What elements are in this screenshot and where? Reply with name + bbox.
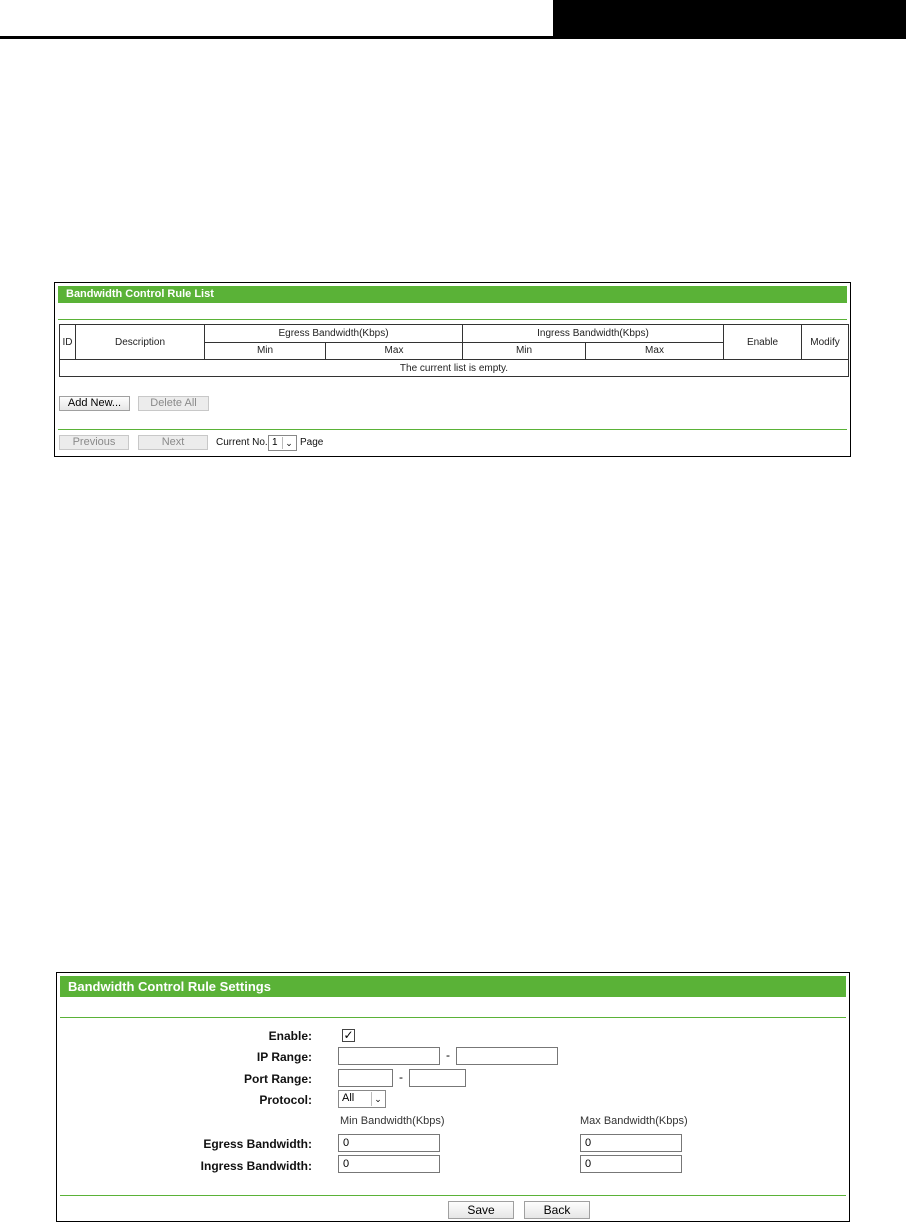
col-header-id: ID <box>60 325 76 360</box>
port-range-dash: - <box>399 1070 403 1084</box>
rule-list-divider-top <box>58 319 847 320</box>
ingress-bandwidth-label: Ingress Bandwidth: <box>200 1159 312 1173</box>
protocol-select-value: All <box>342 1092 355 1104</box>
add-new-button[interactable]: Add New... <box>59 396 130 411</box>
empty-list-message: The current list is empty. <box>60 360 849 377</box>
rule-list-title: Bandwidth Control Rule List <box>58 286 847 303</box>
rule-table <box>59 324 849 377</box>
egress-bandwidth-label: Egress Bandwidth: <box>203 1137 312 1151</box>
settings-divider-top <box>60 1017 846 1018</box>
col-header-ingress-max: Max <box>586 342 724 360</box>
back-button[interactable]: Back <box>524 1201 590 1219</box>
page-select-value: 1 <box>272 437 278 448</box>
protocol-label: Protocol: <box>259 1093 312 1107</box>
check-icon: ✓ <box>343 1028 354 1042</box>
ip-start-input[interactable] <box>338 1047 440 1065</box>
ip-range-label: IP Range: <box>256 1050 312 1064</box>
col-header-ingress-min: Min <box>463 342 586 360</box>
previous-button[interactable]: Previous <box>59 435 129 450</box>
col-header-egress-max: Max <box>326 342 463 360</box>
egress-min-input[interactable]: 0 <box>338 1134 440 1152</box>
col-header-description: Description <box>76 325 205 360</box>
rule-list-panel <box>54 282 851 457</box>
save-button[interactable]: Save <box>448 1201 514 1219</box>
enable-label: Enable: <box>268 1029 312 1043</box>
page-select[interactable] <box>268 435 297 451</box>
enable-checkbox[interactable] <box>342 1029 355 1042</box>
port-end-input[interactable] <box>409 1069 466 1087</box>
ingress-max-input[interactable]: 0 <box>580 1155 682 1173</box>
col-header-egress-min: Min <box>205 342 326 360</box>
port-start-input[interactable] <box>338 1069 393 1087</box>
chevron-down-icon: ⌄ <box>282 437 295 449</box>
col-header-ingress: Ingress Bandwidth(Kbps) <box>463 325 724 343</box>
min-bandwidth-header: Min Bandwidth(Kbps) <box>340 1115 445 1127</box>
protocol-select[interactable] <box>338 1090 386 1108</box>
port-range-label: Port Range: <box>243 1072 312 1086</box>
settings-divider-bottom <box>60 1195 846 1196</box>
header-black-block <box>553 0 906 39</box>
ip-range-dash: - <box>446 1048 450 1062</box>
ingress-min-input[interactable]: 0 <box>338 1155 440 1173</box>
next-button[interactable]: Next <box>138 435 208 450</box>
page-label: Page <box>300 437 324 448</box>
col-header-enable: Enable <box>724 325 802 360</box>
col-header-modify: Modify <box>802 325 849 360</box>
col-header-egress: Egress Bandwidth(Kbps) <box>205 325 463 343</box>
rule-settings-title: Bandwidth Control Rule Settings <box>60 976 846 997</box>
ip-end-input[interactable] <box>456 1047 558 1065</box>
delete-all-button[interactable]: Delete All <box>138 396 209 411</box>
rule-settings-panel <box>56 972 850 1222</box>
rule-list-divider-bottom <box>58 429 847 430</box>
egress-max-input[interactable]: 0 <box>580 1134 682 1152</box>
current-no-label: Current No. <box>216 437 268 448</box>
max-bandwidth-header: Max Bandwidth(Kbps) <box>580 1115 688 1127</box>
chevron-down-icon: ⌄ <box>371 1092 384 1106</box>
header-rule <box>0 36 906 39</box>
